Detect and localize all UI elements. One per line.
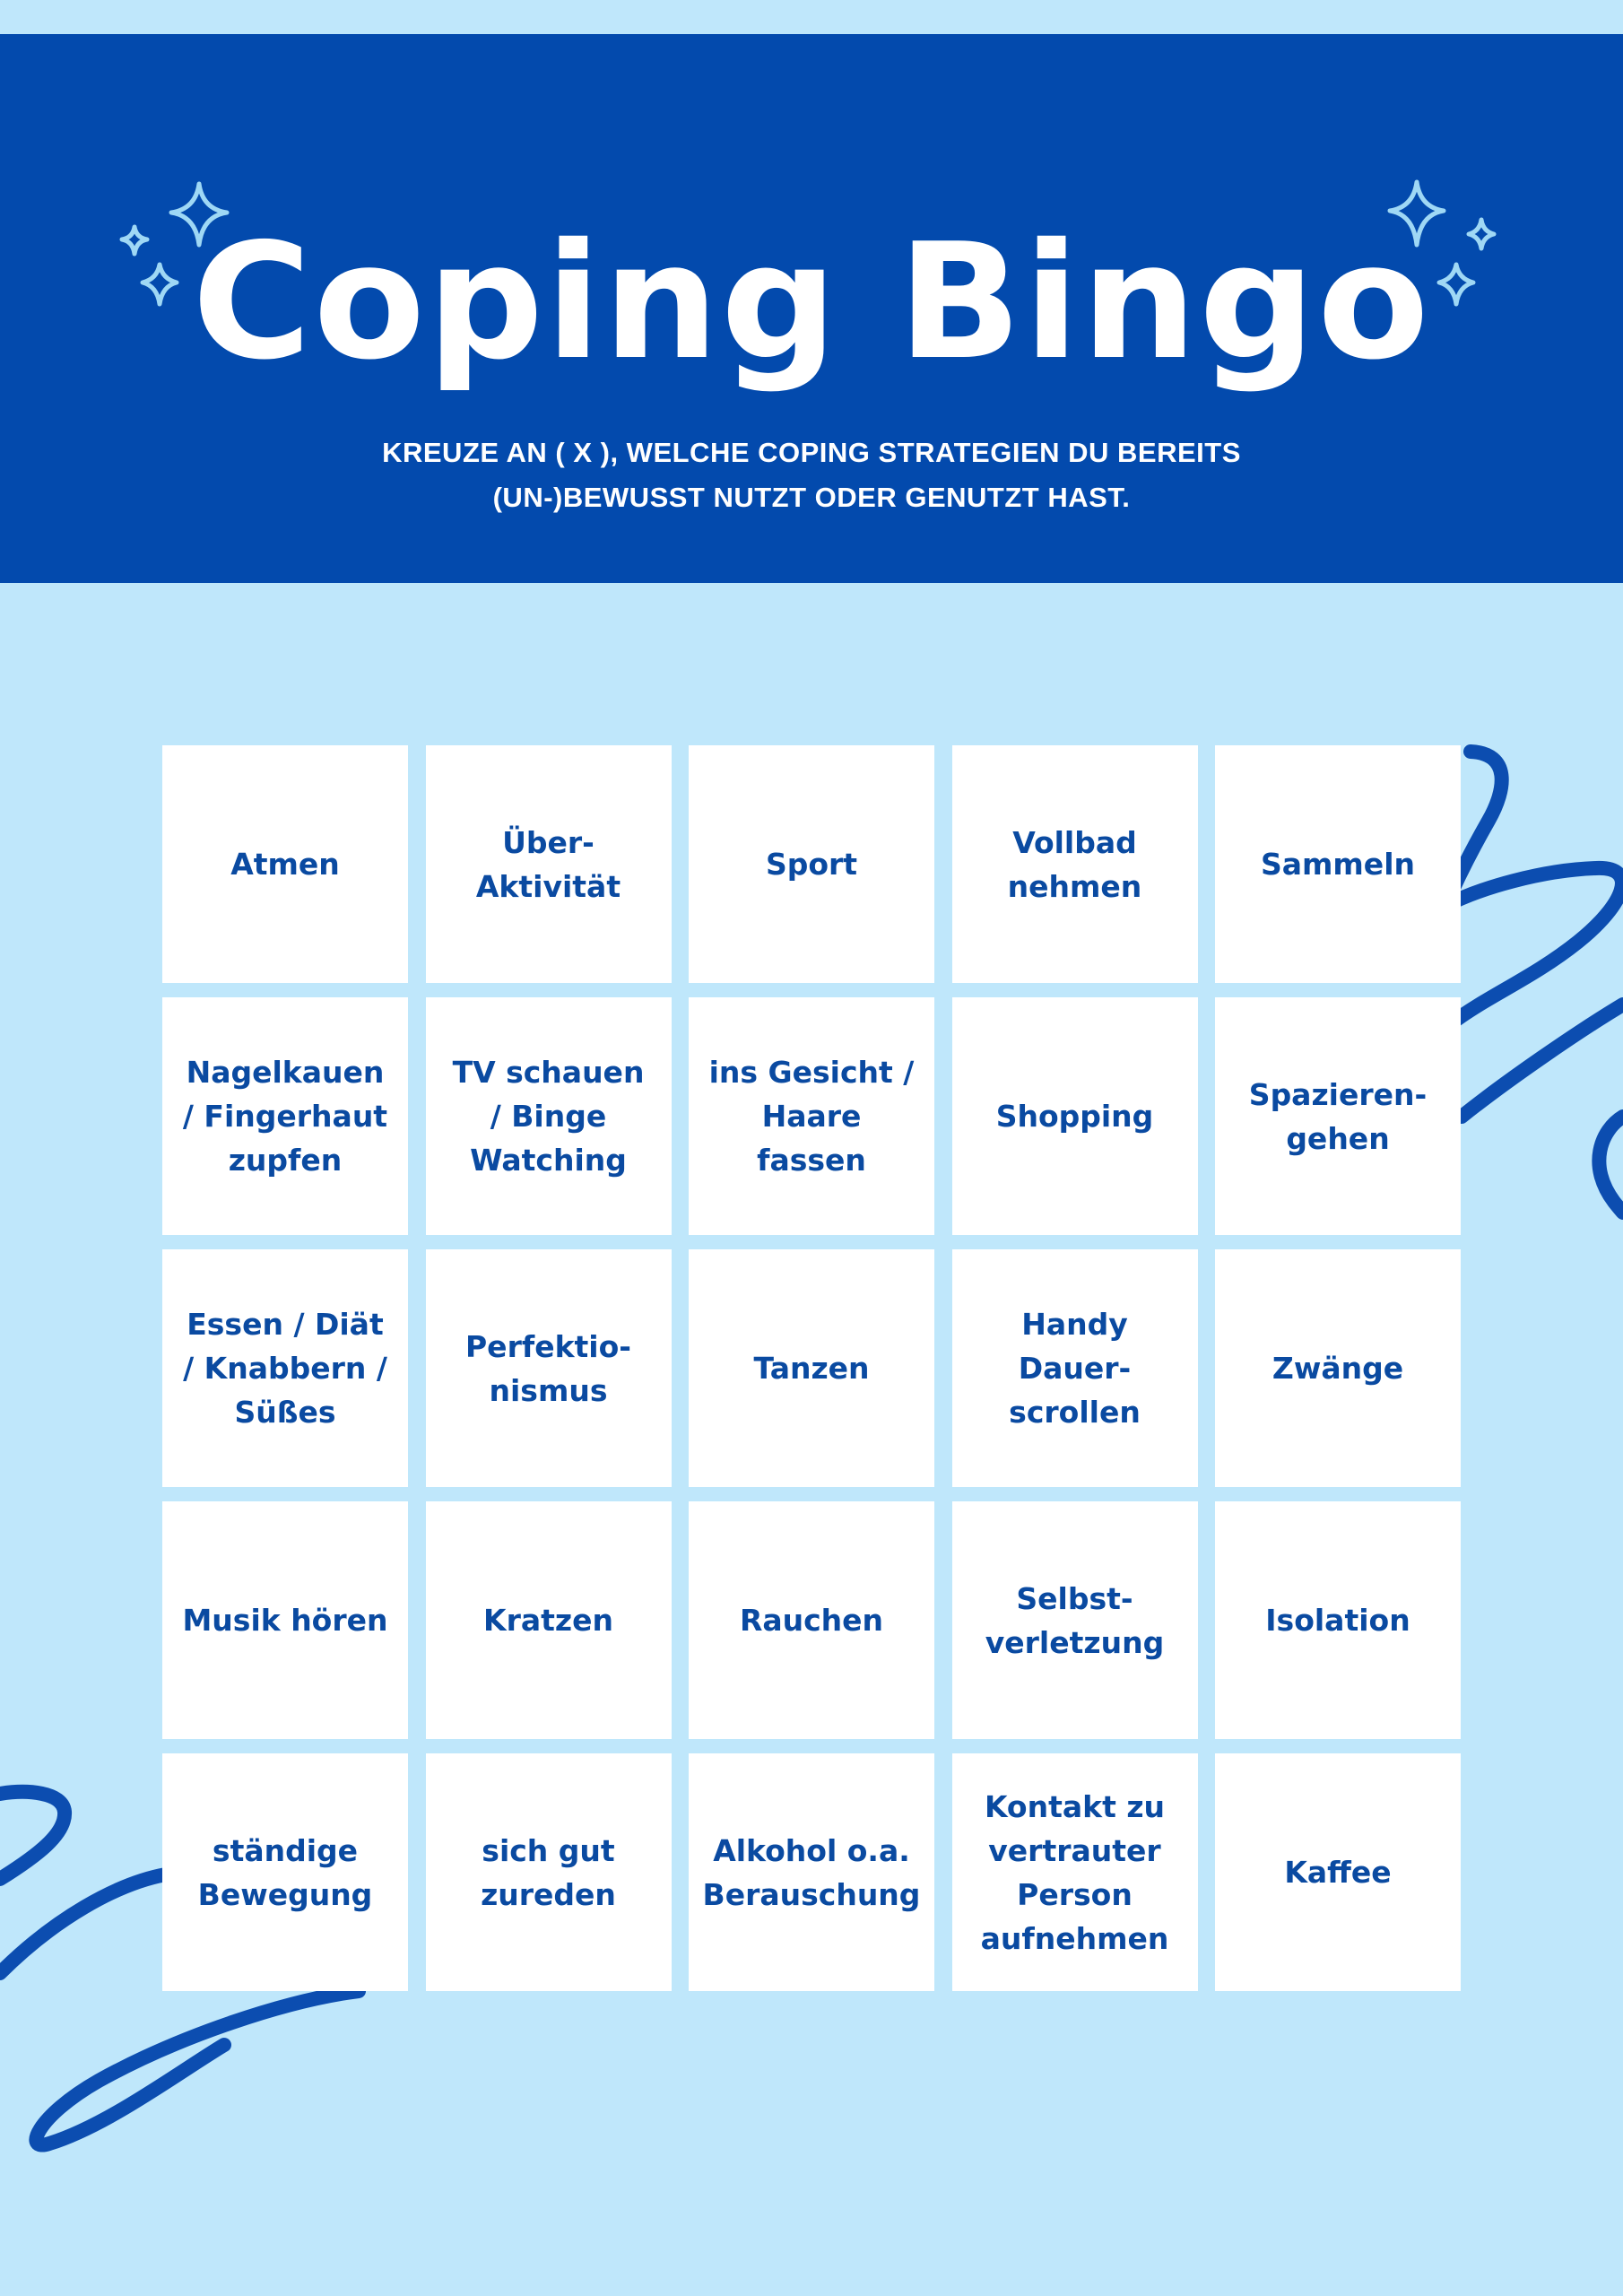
bingo-cell[interactable]: Kaffee [1215, 1753, 1461, 1991]
instructions-line-1: KREUZE AN ( X ), WELCHE COPING STRATEGIEN DU BEREITS [382, 437, 1241, 468]
bingo-cell[interactable]: Alkohol o.a. Berauschung [689, 1753, 934, 1991]
bingo-cell[interactable]: Nagelkauen / Fingerhaut zupfen [162, 997, 408, 1235]
bingo-cell[interactable]: TV schauen / Binge Watching [426, 997, 672, 1235]
bingo-cell[interactable]: Tanzen [689, 1249, 934, 1487]
bingo-cell[interactable]: Isolation [1215, 1501, 1461, 1739]
bingo-cell[interactable]: ständige Bewegung [162, 1753, 408, 1991]
bingo-cell[interactable]: Atmen [162, 745, 408, 983]
page-title: Coping Bingo [192, 209, 1431, 395]
bingo-cell[interactable]: Selbst- verletzung [952, 1501, 1198, 1739]
bingo-cell[interactable]: Kontakt zu vertrauter Person aufnehmen [952, 1753, 1198, 1991]
bingo-cell[interactable]: Musik hören [162, 1501, 408, 1739]
bingo-cell[interactable]: Essen / Diät / Knabbern / Süßes [162, 1249, 408, 1487]
bingo-cell[interactable]: Shopping [952, 997, 1198, 1235]
bingo-cell[interactable]: Sport [689, 745, 934, 983]
bingo-cell[interactable]: Perfektio- nismus [426, 1249, 672, 1487]
bingo-cell[interactable]: Kratzen [426, 1501, 672, 1739]
bingo-grid [162, 745, 1461, 1991]
bingo-cell[interactable]: sich gut zureden [426, 1753, 672, 1991]
instructions-text [0, 430, 1623, 520]
bingo-cell[interactable]: Vollbad nehmen [952, 745, 1198, 983]
bingo-cell[interactable]: Rauchen [689, 1501, 934, 1739]
instructions-line-2: (UN-)BEWUSST NUTZT ODER GENUTZT HAST. [492, 482, 1131, 513]
bingo-cell[interactable]: Über- Aktivität [426, 745, 672, 983]
bingo-cell[interactable]: ins Gesicht / Haare fassen [689, 997, 934, 1235]
bingo-cell[interactable]: Zwänge [1215, 1249, 1461, 1487]
bingo-cell[interactable]: Handy Dauer- scrollen [952, 1249, 1198, 1487]
bingo-cell[interactable]: Sammeln [1215, 745, 1461, 983]
bingo-cell[interactable]: Spazieren- gehen [1215, 997, 1461, 1235]
